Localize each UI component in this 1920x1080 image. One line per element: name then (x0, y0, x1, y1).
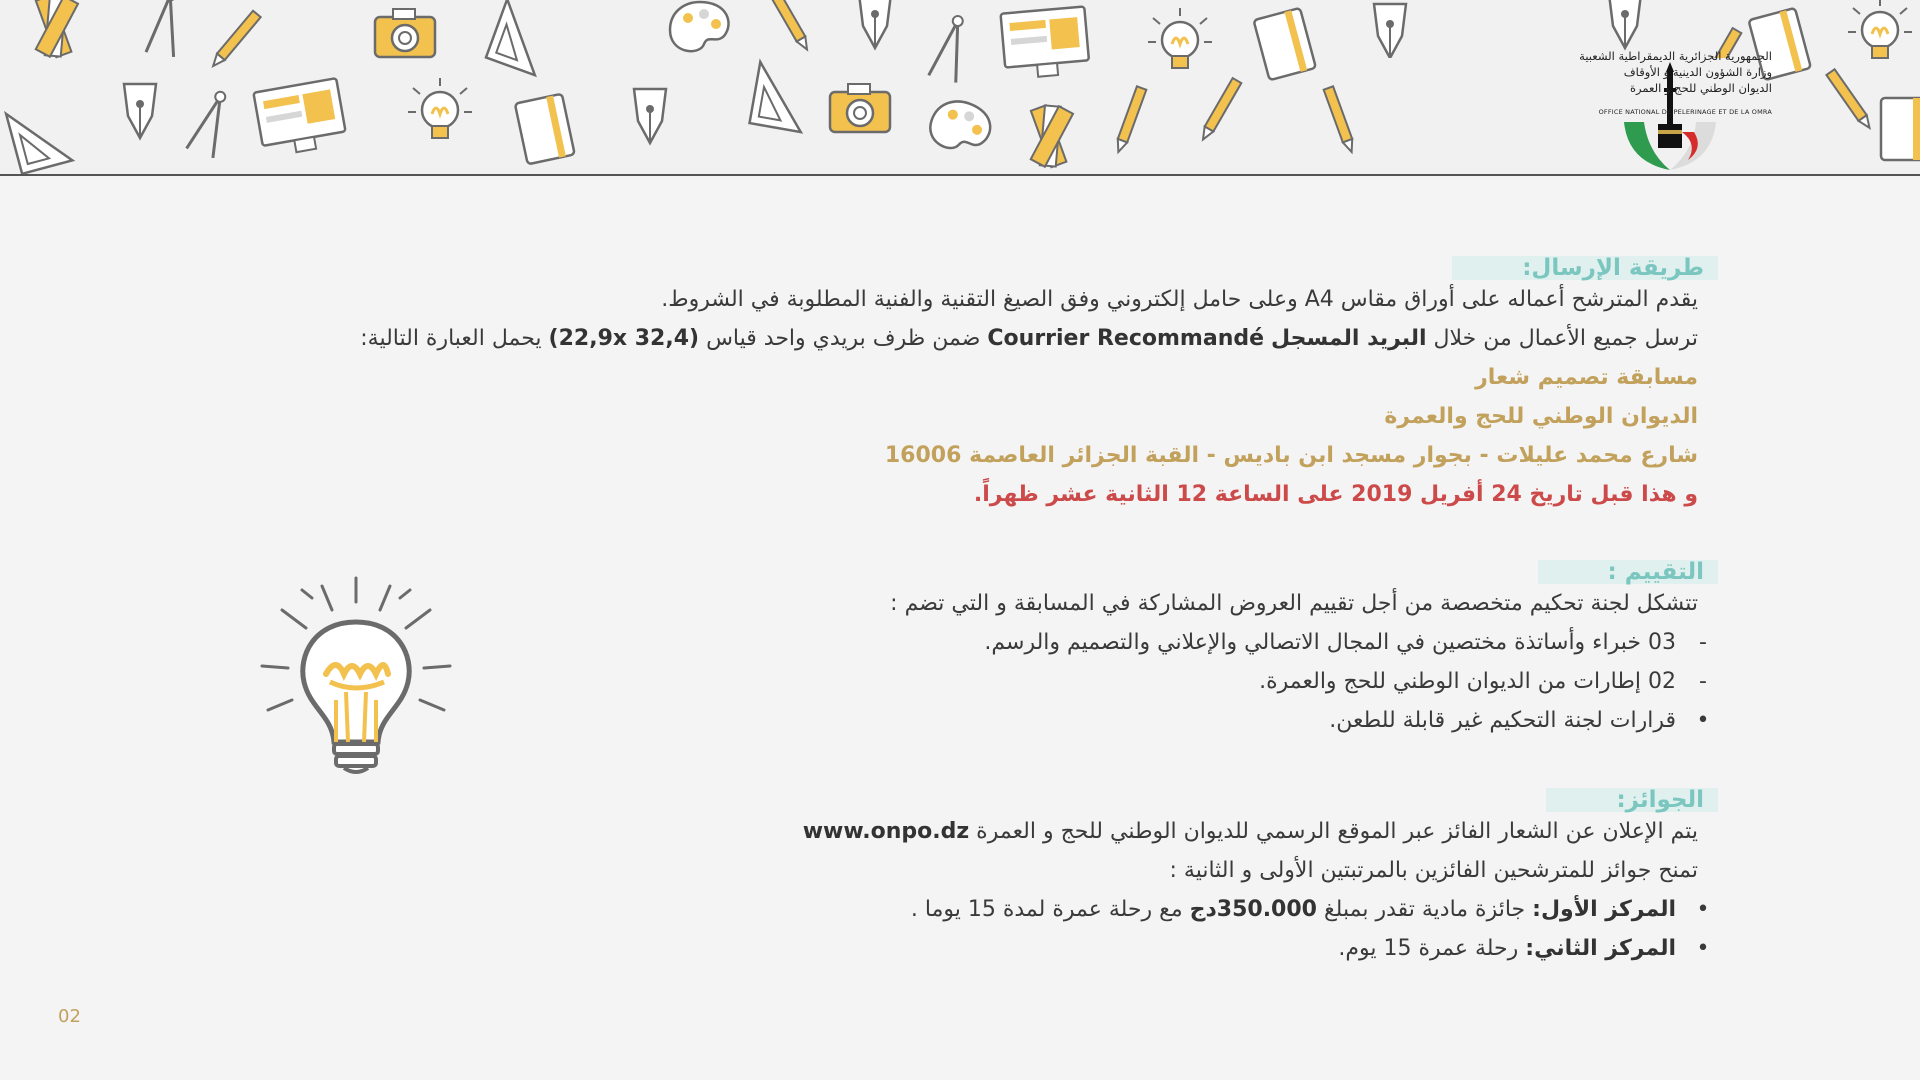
registered-mail-fr: Courrier Recommandé (987, 326, 1265, 351)
submission-paragraph-2 (360, 319, 1718, 358)
prizes-intro: تمنح جوائز للمترشحين الفائزين بالمرتبتين الأولى و الثانية : (1169, 858, 1698, 883)
p2-part-d: ضمن ظرف بريدي واحد قياس (699, 326, 988, 351)
list-dash: - (1699, 669, 1707, 694)
org-subtitle: OFFICE NATIONAL DE PELERINAGE ET DE LA OMRA (1598, 108, 1772, 116)
deadline-notice: و هذا قبل تاريخ 24 أفريل 2019 على الساعة 12 الثانية عشر ظهراً. (973, 482, 1698, 507)
list-item-text: قرارات لجنة التحكيم غير قابلة للطعن. (1329, 708, 1676, 733)
submission-section (360, 255, 1718, 514)
list-item-second-prize (380, 929, 1718, 968)
org-line-3: الديوان الوطني للحج و العمرة (1630, 81, 1772, 95)
submission-title: طريقة الإرسال: (1452, 256, 1718, 280)
list-bullet: • (1696, 708, 1710, 733)
organization-name (1532, 48, 1772, 96)
list-item-first-prize (380, 890, 1718, 929)
evaluation-title: التقييم : (1538, 560, 1718, 584)
org-line-2: وزارة الشؤون الدينية و الأوقاف (1623, 65, 1772, 79)
website-link[interactable]: www.onpo.dz (802, 819, 970, 844)
address-line-2: الديوان الوطني للحج والعمرة (1384, 404, 1698, 429)
evaluation-section (380, 560, 1718, 740)
envelope-size: (22,9x 32,4) (548, 326, 700, 351)
first-prize-text-b: مع رحلة عمرة لمدة 15 يوما . (910, 897, 1190, 922)
second-prize-label: المركز الثاني: (1525, 936, 1676, 961)
submission-paragraph-1: يقدم المترشح أعماله على أوراق مقاس A4 وعلى حامل إلكتروني وفق الصيغ التقنية والفنية المطلوبة في الشروط. (661, 287, 1698, 312)
list-item (380, 701, 1718, 740)
announcement-text: يتم الإعلان عن الشعار الفائز عبر الموقع الرسمي للديوان الوطني للحج و العمرة (969, 819, 1698, 844)
second-prize-text: رحلة عمرة 15 يوم. (1338, 936, 1526, 961)
first-prize-amount: 350.000دج (1189, 897, 1317, 922)
list-item (380, 662, 1718, 701)
prizes-title: الجوائز: (1546, 788, 1718, 812)
header-banner (0, 0, 1920, 176)
lightbulb-icon (256, 570, 456, 776)
list-bullet: • (1696, 897, 1710, 922)
p2-part-a: ترسل جميع الأعمال من خلال (1426, 326, 1698, 351)
list-item (380, 623, 1718, 662)
list-dash: - (1699, 630, 1707, 655)
first-prize-label: المركز الأول: (1532, 897, 1676, 922)
list-item-text: 03 خبراء وأساتذة مختصين في المجال الاتصالي والإعلاني والتصميم والرسم. (984, 630, 1676, 655)
page-number: 02 (58, 1006, 81, 1027)
document-content (360, 255, 1718, 968)
registered-mail-label: البريد المسجل (1271, 326, 1427, 351)
prizes-section (380, 788, 1718, 968)
evaluation-intro: تتشكل لجنة تحكيم متخصصة من أجل تقييم العروض المشاركة في المسابقة و التي تضم : (890, 591, 1698, 616)
first-prize-text-a: جائزة مادية تقدر بمبلغ (1316, 897, 1533, 922)
org-line-1: الجمهورية الجزائرية الديمقراطية الشعبية (1579, 49, 1772, 63)
list-bullet: • (1696, 936, 1710, 961)
prizes-announcement (380, 812, 1718, 851)
p2-part-f: يحمل العبارة التالية: (360, 326, 549, 351)
address-line-1: مسابقة تصميم شعار (1475, 365, 1698, 390)
address-line-3: شارع محمد عليلات - بجوار مسجد ابن باديس - القبة الجزائر العاصمة 16006 (884, 443, 1698, 468)
list-item-text: 02 إطارات من الديوان الوطني للحج والعمرة. (1259, 669, 1676, 694)
